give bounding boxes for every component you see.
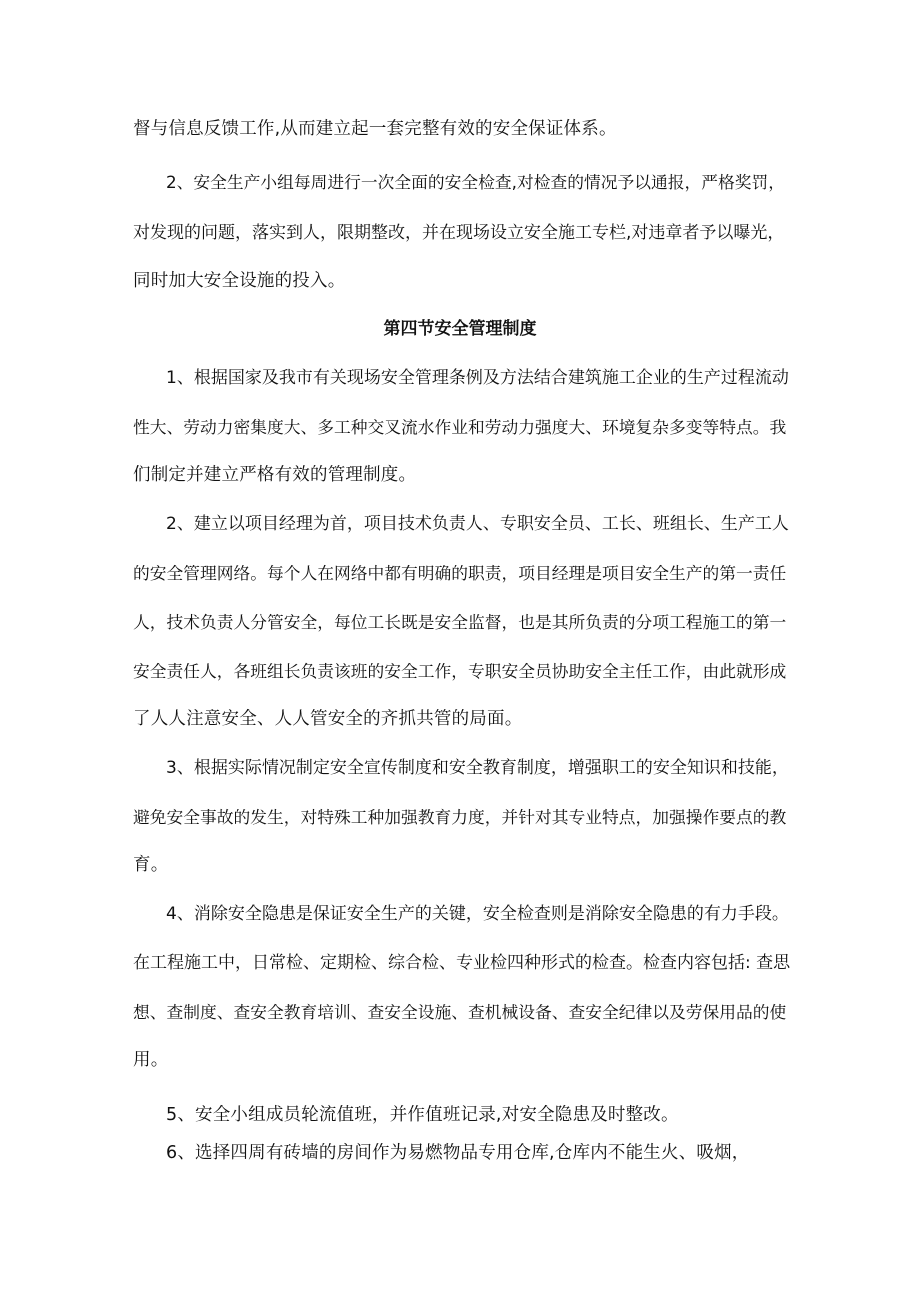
- item2-line-4: 安全责任人，各班组长负责该班的安全工作，专职安全员协助安全主任工作，由此就形成: [133, 661, 787, 681]
- item3-line-3: 育。: [133, 855, 169, 875]
- intro-line-1: 督与信息反馈工作,从而建立起一套完整有效的安全保证体系。: [133, 119, 617, 139]
- item1-line-3: 们制定并建立严格有效的管理制度。: [133, 465, 417, 485]
- item1-line-1: 1、根据国家及我市有关现场安全管理条例及方法结合建筑施工企业的生产过程流动: [166, 368, 789, 388]
- item4-line-3: 想、查制度、查安全教育培训、查安全设施、查机械设备、查安全纪律以及劳保用品的使: [133, 1002, 787, 1022]
- para2-line-2: 对发现的问题，落实到人，限期整改，并在现场设立安全施工专栏,对违章者予以曝光，: [133, 223, 785, 243]
- item1-line-2: 性大、劳动力密集度大、多工种交叉流水作业和劳动力强度大、环境复杂多变等特点。我: [133, 417, 787, 437]
- item4-line-1: 4、消除安全隐患是保证安全生产的关键，安全检查则是消除安全隐患的有力手段。: [166, 904, 789, 924]
- item5-line-1: 5、安全小组成员轮流值班，并作值班记录,对安全隐患及时整改。: [166, 1105, 679, 1125]
- para2-line-1: 2、安全生产小组每周进行一次全面的安全检查,对检查的情况予以通报，严格奖罚，: [166, 172, 785, 192]
- item3-line-1: 3、根据实际情况制定安全宣传制度和安全教育制度，增强职工的安全知识和技能，: [166, 758, 789, 778]
- item6-line-1: 6、选择四周有砖墙的房间作为易燃物品专用仓库,仓库内不能生火、吸烟，: [166, 1143, 750, 1163]
- item2-line-2: 的安全管理网络。每个人在网络中都有明确的职责，项目经理是项目安全生产的第一责任: [133, 563, 787, 583]
- item4-line-2: 在工程施工中，日常检、定期检、综合检、专业检四种形式的检查。检查内容包括: 查思: [133, 953, 791, 973]
- section-title: 第四节安全管理制度: [383, 319, 537, 339]
- item2-line-3: 人，技术负责人分管安全，每位工长既是安全监督，也是其所负责的分项工程施工的第一: [133, 612, 787, 632]
- item3-line-2: 避免安全事故的发生，对特殊工种加强教育力度，并针对其专业特点，加强操作要点的教: [133, 807, 787, 827]
- item4-line-4: 用。: [133, 1050, 169, 1070]
- item2-line-1: 2、建立以项目经理为首，项目技术负责人、专职安全员、工长、班组长、生产工人: [166, 514, 789, 534]
- para2-line-3: 同时加大安全设施的投入。: [133, 271, 346, 291]
- item2-line-5: 了人人注意安全、人人管安全的齐抓共管的局面。: [133, 709, 523, 729]
